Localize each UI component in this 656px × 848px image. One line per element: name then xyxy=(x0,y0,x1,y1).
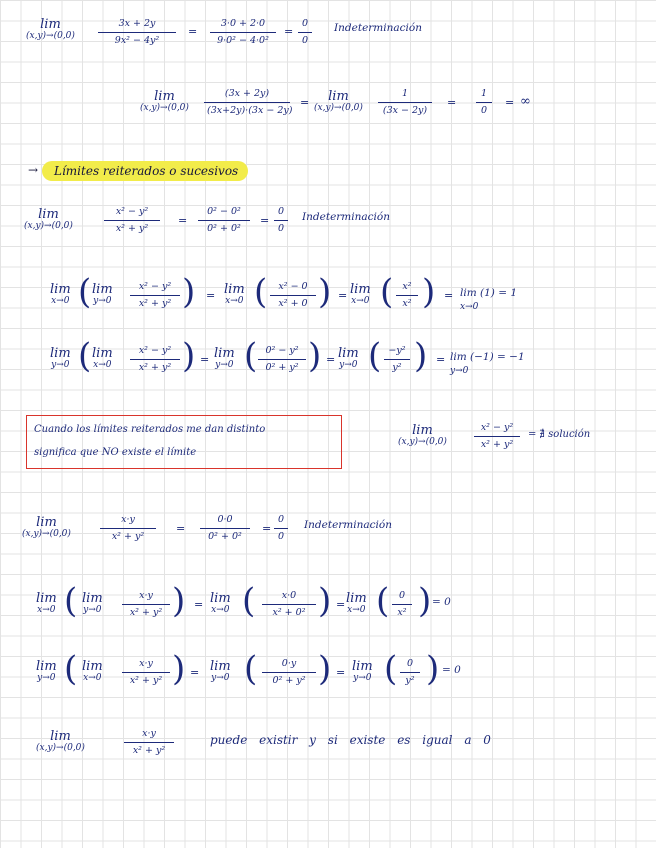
open-paren: ( xyxy=(78,336,92,376)
lim-subscript: x→0 xyxy=(93,359,112,370)
lim-subscript: x→0 xyxy=(211,604,230,615)
ex1-indeterminacion: Indeterminación xyxy=(334,22,422,34)
ex1-substitution xyxy=(210,18,276,47)
ex1-lim xyxy=(26,18,75,41)
ex3-r1-sub-fraction xyxy=(262,590,316,619)
ex3-r2-inner-num: x·y xyxy=(139,658,153,669)
lim-label: lim xyxy=(38,207,59,222)
ex3-conclusion-fraction xyxy=(124,728,174,757)
lim-label: lim xyxy=(82,659,103,674)
ex3-conclusion-num: x·y xyxy=(142,728,156,739)
lim-subscript: x→0 xyxy=(347,604,366,615)
ex2-r2-lim-2 xyxy=(214,347,235,370)
ex3-r2-simp-num: 0 xyxy=(406,658,414,669)
ex1-line2-reduced xyxy=(378,88,432,117)
ex3-r2-simp-den: y² xyxy=(400,672,420,687)
lim-label: lim xyxy=(36,659,57,674)
lim-subscript: y→0 xyxy=(215,359,234,370)
lim-subscript: x→0 xyxy=(37,604,56,615)
lim-subscript: y→0 xyxy=(339,359,358,370)
section-arrow-icon: → xyxy=(28,163,39,177)
open-paren: ( xyxy=(368,336,382,376)
ex2-r1-inner-den: x² + y² xyxy=(130,295,180,310)
ex2-r1-lim-outer xyxy=(50,283,71,306)
ex3-r2-sub-num: 0·y xyxy=(281,658,297,669)
ex2-r2-simp-num: −y² xyxy=(388,345,406,356)
ex3-r2-result: = 0 xyxy=(442,664,461,676)
close-paren: ) xyxy=(426,649,440,689)
equals-sign: = xyxy=(336,666,346,679)
section-title: Límites reiterados o sucesivos xyxy=(42,161,248,181)
ex3-fraction xyxy=(100,514,156,543)
ex3-r1-lim-outer xyxy=(36,592,57,615)
open-paren: ( xyxy=(244,336,258,376)
lim-label: lim xyxy=(210,591,231,606)
ex1-line2-fraction xyxy=(204,88,293,117)
ex1-line2-numerator: (3x + 2y) xyxy=(224,88,270,99)
close-paren: ) xyxy=(182,272,196,312)
lim-label: lim xyxy=(154,89,175,104)
lim-subscript: (x,y)→(0,0) xyxy=(140,102,189,113)
lim-label: lim xyxy=(92,282,113,297)
ex2-r1-lim-3 xyxy=(350,283,371,306)
equals-sign: = xyxy=(206,289,216,302)
lim-label: lim xyxy=(214,346,235,361)
ex2-r2-lim-3 xyxy=(338,347,359,370)
ex2-r2-lim-outer xyxy=(50,347,71,370)
close-paren: ) xyxy=(318,272,332,312)
open-paren: ( xyxy=(376,581,390,621)
ex3-r1-lim-3 xyxy=(346,592,367,615)
lim-label: lim xyxy=(36,515,57,530)
ex2-r2-inner-num: x² − y² xyxy=(138,345,172,356)
ex3-r2-sub-fraction xyxy=(262,658,316,687)
ex2-r1-lim-inner xyxy=(92,283,113,306)
open-paren: ( xyxy=(64,649,78,689)
lim-subscript: y→0 xyxy=(83,604,102,615)
lim-subscript: y→0 xyxy=(51,359,70,370)
zero-denominator: 0 xyxy=(476,102,492,117)
ex2-r1-inner-num: x² − y² xyxy=(138,281,172,292)
ex2-r2-final-sub: y→0 xyxy=(450,366,469,376)
equals-sign: = xyxy=(326,353,336,366)
ex2-r2-inner-fraction xyxy=(130,345,180,374)
lim-label: lim xyxy=(92,346,113,361)
ex1-fraction xyxy=(98,18,176,47)
lim-label: lim xyxy=(50,282,71,297)
ex3-r2-inner-den: x² + y² xyxy=(122,672,170,687)
equals-sign: = xyxy=(262,522,272,535)
lim-subscript: y→0 xyxy=(93,295,112,306)
equals-sign: = xyxy=(505,96,515,109)
ex1-sub-numerator: 3·0 + 2·0 xyxy=(220,18,266,29)
equals-sign: = xyxy=(436,353,446,366)
close-paren: ) xyxy=(172,649,186,689)
ex3-indeterminacion: Indeterminación xyxy=(304,519,392,531)
close-paren: ) xyxy=(182,336,196,376)
lim-subscript: x→0 xyxy=(51,295,70,306)
equals-sign: = xyxy=(260,214,270,227)
ex3-r1-lim-inner xyxy=(82,592,103,615)
lim-subscript: (x,y)→(0,0) xyxy=(398,436,447,447)
lim-subscript: y→0 xyxy=(37,672,56,683)
open-paren: ( xyxy=(254,272,268,312)
close-paren: ) xyxy=(418,581,432,621)
zero-numerator: 0 xyxy=(277,514,285,525)
lim-subscript: (x,y)→(0,0) xyxy=(22,528,71,539)
ex2-r1-inner-fraction xyxy=(130,281,180,310)
lim-label: lim xyxy=(346,591,367,606)
ex3-r1-inner-fraction xyxy=(122,590,170,619)
ex3-r2-sub-den: 0² + y² xyxy=(262,672,316,687)
ex3-r2-lim-outer xyxy=(36,660,57,683)
zero-denominator: 0 xyxy=(274,220,288,235)
open-paren: ( xyxy=(384,649,398,689)
ex3-lim xyxy=(22,516,71,539)
lim-subscript: (x,y)→(0,0) xyxy=(26,30,75,41)
zero-denominator: 0 xyxy=(274,528,288,543)
ex2-r1-final: lim (1) = 1 xyxy=(460,287,518,299)
ex2-r2-sub-den: 0² + y² xyxy=(258,359,306,374)
equals-sign: = xyxy=(176,522,186,535)
open-paren: ( xyxy=(64,581,78,621)
ex2-r1-final-sub: x→0 xyxy=(460,302,479,312)
ex3-sub-numerator: 0·0 xyxy=(217,514,233,525)
ex3-conclusion-lim xyxy=(36,730,85,753)
ex3-zero-over-zero xyxy=(274,514,288,543)
zero-numerator: 0 xyxy=(301,18,309,29)
lim-label: lim xyxy=(50,729,71,744)
lim-label: lim xyxy=(210,659,231,674)
close-paren: ) xyxy=(308,336,322,376)
ex2-r2-final: lim (−1) = −1 xyxy=(450,351,525,363)
ex2-r1-simp-fraction xyxy=(396,281,418,310)
equals-sign: = xyxy=(284,25,294,38)
ex2-r1-sub-fraction xyxy=(270,281,316,310)
ex3-sub-denominator: 0² + 0² xyxy=(200,528,250,543)
note-side-lim xyxy=(398,424,447,447)
close-paren: ) xyxy=(318,581,332,621)
lim-subscript: (x,y)→(0,0) xyxy=(314,102,363,113)
equals-sign: = xyxy=(336,598,346,611)
ex1-line2-lim xyxy=(140,90,189,113)
lim-subscript: x→0 xyxy=(351,295,370,306)
ex2-r1-simp-den: x² xyxy=(396,295,418,310)
close-paren: ) xyxy=(318,649,332,689)
note-line-2: significa que NO existe el límite xyxy=(34,447,197,458)
ex2-r1-lim-2 xyxy=(224,283,245,306)
one-numerator: 1 xyxy=(480,88,488,99)
ex3-r1-lim-2 xyxy=(210,592,231,615)
ex3-r2-lim-3 xyxy=(352,660,373,683)
close-paren: ) xyxy=(414,336,428,376)
lim-label: lim xyxy=(352,659,373,674)
lim-label: lim xyxy=(412,423,433,438)
lim-label: lim xyxy=(328,89,349,104)
ex1-line2-lim-b xyxy=(314,90,363,113)
open-paren: ( xyxy=(242,581,256,621)
ex1-zero-over-zero xyxy=(298,18,312,47)
ex1-sub-denominator: 9·0² − 4·0² xyxy=(210,32,276,47)
ex1-one-over-zero xyxy=(476,88,492,117)
ex3-r2-lim-inner xyxy=(82,660,103,683)
ex2-r2-simp-den: y² xyxy=(384,359,410,374)
ex3-conclusion-den: x² + y² xyxy=(124,742,174,757)
note-side-num: x² − y² xyxy=(480,422,514,433)
lim-subscript: x→0 xyxy=(225,295,244,306)
equals-sign: = xyxy=(200,353,210,366)
ex3-r1-result: = 0 xyxy=(432,596,451,608)
lim-label: lim xyxy=(82,591,103,606)
ex3-r1-simp-fraction xyxy=(392,590,412,619)
ex1-line2-reduced-num: 1 xyxy=(401,88,409,99)
lim-label: lim xyxy=(40,17,61,32)
ex2-sub-denominator: 0² + 0² xyxy=(198,220,250,235)
ex2-r2-sub-num: 0² − y² xyxy=(265,345,299,356)
ex2-r1-sub-den: x² + 0 xyxy=(270,295,316,310)
ex3-r1-sub-den: x² + 0² xyxy=(262,604,316,619)
infinity-result: ∞ xyxy=(520,94,531,109)
open-paren: ( xyxy=(380,272,394,312)
ex3-r1-inner-num: x·y xyxy=(139,590,153,601)
ex2-r2-inner-den: x² + y² xyxy=(130,359,180,374)
lim-label: lim xyxy=(338,346,359,361)
equals-sign: = xyxy=(188,25,198,38)
lim-subscript: x→0 xyxy=(83,672,102,683)
ex3-r1-sub-num: x·0 xyxy=(281,590,297,601)
equals-sign: = xyxy=(447,96,457,109)
ex1-denominator: 9x² − 4y² xyxy=(98,32,176,47)
ex2-r1-simp-num: x² xyxy=(402,281,412,292)
zero-denominator: 0 xyxy=(298,32,312,47)
ex3-r2-lim-2 xyxy=(210,660,231,683)
ex3-r1-inner-den: x² + y² xyxy=(122,604,170,619)
ex2-indeterminacion: Indeterminación xyxy=(302,211,390,223)
close-paren: ) xyxy=(172,581,186,621)
ex3-denominator: x² + y² xyxy=(100,528,156,543)
zero-numerator: 0 xyxy=(277,206,285,217)
ex3-conclusion-text: puede existir y si existe es igual a 0 xyxy=(210,733,491,747)
open-paren: ( xyxy=(78,272,92,312)
ex1-line2-denominator: (3x+2y)·(3x − 2y) xyxy=(204,102,290,117)
note-side-fraction xyxy=(474,422,520,451)
ex2-denominator: x² + y² xyxy=(104,220,160,235)
ex2-zero-over-zero xyxy=(274,206,288,235)
close-paren: ) xyxy=(422,272,436,312)
ex3-r1-simp-den: x² xyxy=(392,604,412,619)
equals-sign: = xyxy=(444,289,454,302)
equals-sign: = xyxy=(338,289,348,302)
equals-sign: = xyxy=(178,214,188,227)
lim-subscript: y→0 xyxy=(211,672,230,683)
ex3-r2-inner-fraction xyxy=(122,658,170,687)
ex3-substitution xyxy=(200,514,250,543)
ex2-sub-numerator: 0² − 0² xyxy=(207,206,241,217)
ex2-fraction xyxy=(104,206,160,235)
open-paren: ( xyxy=(244,649,258,689)
lim-label: lim xyxy=(350,282,371,297)
ex1-line2-reduced-den: (3x − 2y) xyxy=(378,102,432,117)
lim-subscript: (x,y)→(0,0) xyxy=(36,742,85,753)
note-side-den: x² + y² xyxy=(474,436,520,451)
ex2-numerator: x² − y² xyxy=(115,206,149,217)
ex2-r2-lim-inner xyxy=(92,347,113,370)
ex2-r1-sub-num: x² − 0 xyxy=(278,281,308,292)
lim-label: lim xyxy=(224,282,245,297)
lim-label: lim xyxy=(36,591,57,606)
lim-subscript: (x,y)→(0,0) xyxy=(24,220,73,231)
lim-label: lim xyxy=(50,346,71,361)
ex1-numerator: 3x + 2y xyxy=(118,18,156,29)
note-line-1: Cuando los límites reiterados me dan distinto xyxy=(34,424,266,435)
equals-sign: = xyxy=(300,96,310,109)
ex2-r2-sub-fraction xyxy=(258,345,306,374)
ex3-numerator: x·y xyxy=(121,514,135,525)
lim-subscript: y→0 xyxy=(353,672,372,683)
equals-sign: = xyxy=(194,598,204,611)
equals-sign: = xyxy=(190,666,200,679)
ex3-r1-simp-num: 0 xyxy=(398,590,406,601)
ex2-substitution xyxy=(198,206,250,235)
ex2-lim xyxy=(24,208,73,231)
ex2-r2-simp-fraction xyxy=(384,345,410,374)
ex3-r2-simp-fraction xyxy=(400,658,420,687)
note-side-result: = ∄ solución xyxy=(528,429,591,440)
